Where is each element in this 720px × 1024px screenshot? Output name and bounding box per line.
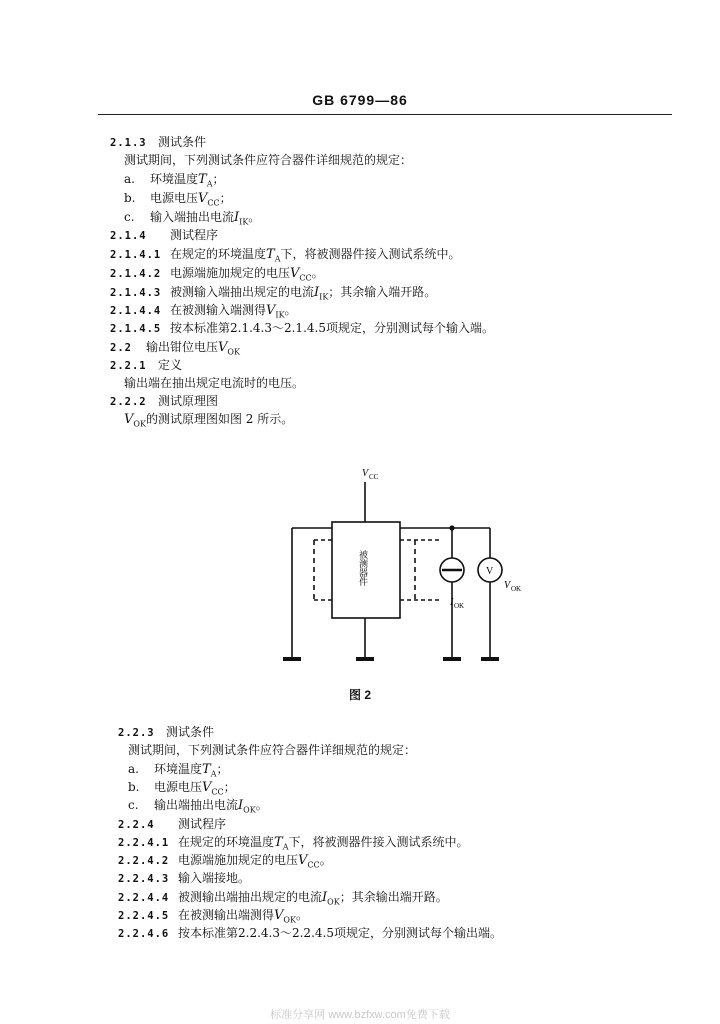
procedure-step: 2.2.4.4 被测输出端抽出规定的电流$I_{OK}$；其余输出端开路。 bbox=[118, 890, 448, 907]
paragraph: 测试期间，下列测试条件应符合器件详细规范的规定： bbox=[128, 743, 417, 757]
procedure-step: 2.1.4.2 电源端施加规定的电压$V_{CC}$。 bbox=[110, 266, 324, 283]
section-heading: 2.2.3 测试条件 bbox=[118, 725, 215, 739]
vcc-label: V bbox=[362, 468, 369, 479]
procedure-step: 2.2.4.1 在规定的环境温度$T_A$下，将被测器件接入测试系统中。 bbox=[118, 835, 469, 852]
list-item: c. 输入端抽出电流$I_{IK}$。 bbox=[124, 210, 261, 227]
procedure-step: 2.2.4.6 按本标准第2.2.4.3～2.2.4.5项规定，分别测试每个输出端。 bbox=[118, 926, 502, 940]
section-heading bbox=[110, 134, 206, 151]
list-item: a. 环境温度$T_A$； bbox=[124, 172, 225, 189]
document-header: GB 6799—86 bbox=[312, 92, 408, 108]
list-item: b. 电源电压$V_{CC}$； bbox=[124, 191, 232, 208]
procedure-step: 2.2.4.3 输入端接地。 bbox=[118, 871, 251, 885]
test-circuit-diagram bbox=[270, 460, 530, 670]
section-heading: 2.2.1 定义 bbox=[110, 358, 183, 372]
section-heading: 2.2 输出钳位电压$V_{OK}$ bbox=[110, 340, 240, 357]
section-heading: 2.2.4 测试程序 bbox=[118, 817, 227, 831]
section-number: 2.1.3 bbox=[110, 137, 147, 149]
procedure-step: 2.1.4.5 按本标准第2.1.4.3～2.1.4.5项规定，分别测试每个输入端。 bbox=[110, 321, 494, 335]
figure-caption: 图 2 bbox=[348, 688, 371, 702]
vcc-sub: CC bbox=[369, 473, 379, 481]
watermark: 标准分享网 www.bzfxw.com免费下载 bbox=[270, 1009, 450, 1021]
voltmeter-label: V bbox=[486, 566, 494, 577]
ground-icon bbox=[443, 657, 461, 661]
list-item: b. 电源电压$V_{CC}$； bbox=[128, 780, 236, 797]
paragraph: 测试期间，下列测试条件应符合器件详细规范的规定： bbox=[124, 153, 413, 167]
section-heading: 2.2.2 测试原理图 bbox=[110, 394, 219, 408]
header-rule bbox=[98, 114, 672, 115]
procedure-step: 2.1.4.1 在规定的环境温度$T_A$下，将被测器件接入测试系统中。 bbox=[110, 247, 461, 264]
iok-sub: OK bbox=[454, 602, 465, 610]
vok-label: V bbox=[504, 580, 511, 591]
list-item: c. 输出端抽出电流$I_{OK}$。 bbox=[128, 798, 268, 815]
list-item: a. 环境温度$T_A$； bbox=[128, 762, 229, 779]
procedure-step: 2.2.4.2 电源端施加规定的电压$V_{CC}$。 bbox=[118, 853, 332, 870]
procedure-step: 2.1.4.4 在被测输入端测得$V_{IK}$。 bbox=[110, 303, 297, 320]
ground-icon bbox=[356, 657, 374, 661]
procedure-step: 2.2.4.5 在被测输出端测得$V_{OK}$。 bbox=[118, 908, 308, 925]
paragraph: 输出端在抽出规定电流时的电压。 bbox=[124, 376, 305, 390]
section-heading: 2.1.4 测试程序 bbox=[110, 228, 219, 242]
procedure-step: 2.1.4.3 被测输入端抽出规定的电流$I_{IK}$；其余输入端开路。 bbox=[110, 285, 437, 302]
device-label: 被测器件 bbox=[357, 550, 367, 586]
junction-dot bbox=[449, 525, 454, 530]
iok-label: I bbox=[450, 597, 454, 608]
section-title: 测试条件 bbox=[158, 135, 207, 149]
paragraph: $V_{OK}$的测试原理图如图 2 所示。 bbox=[124, 412, 294, 429]
vok-sub: OK bbox=[511, 585, 522, 593]
ground-icon bbox=[481, 657, 499, 661]
ground-icon bbox=[283, 657, 301, 661]
